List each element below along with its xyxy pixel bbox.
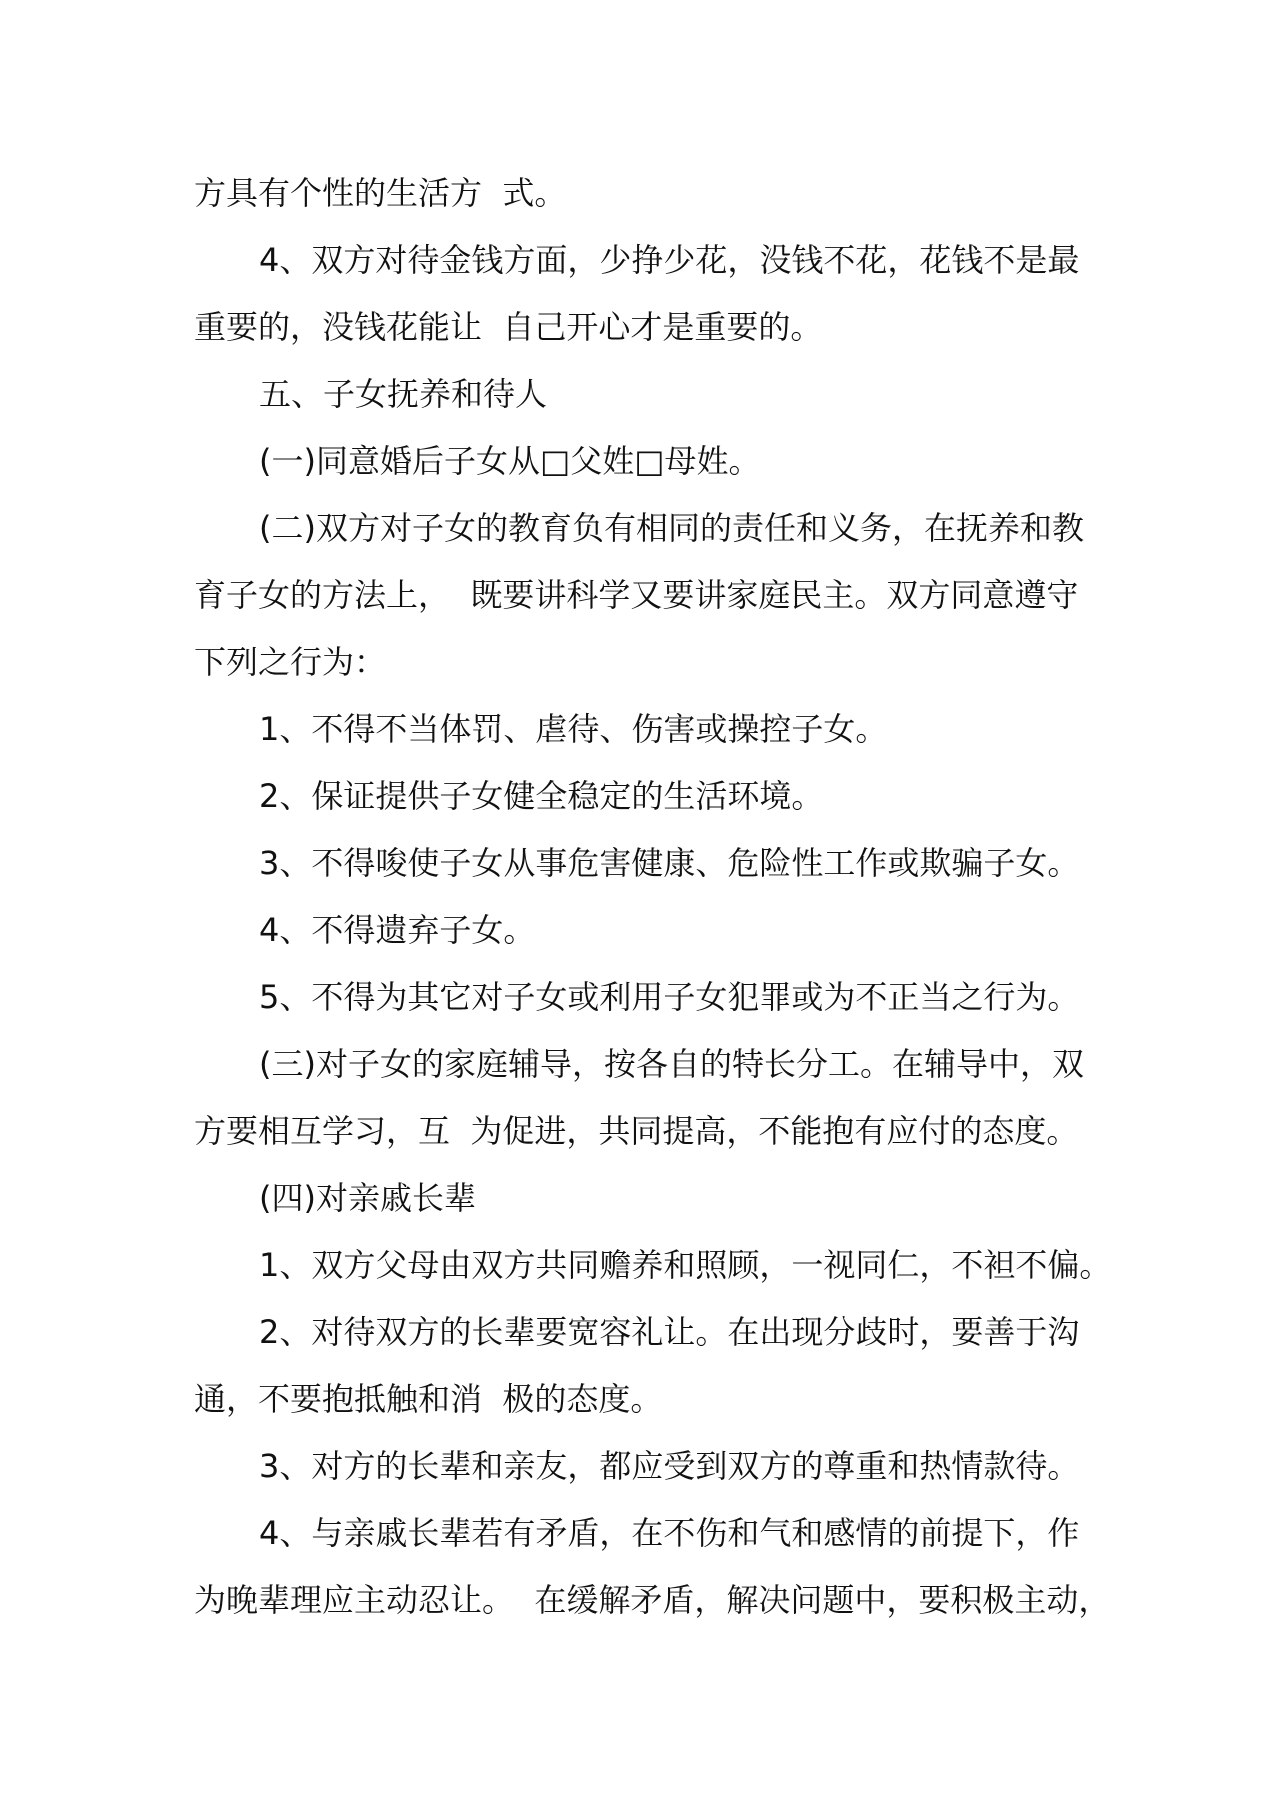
list-item: 3、对方的长辈和亲友，都应受到双方的尊重和热情款待。 [259, 1447, 1080, 1485]
text-line: 重要的，没钱花能让 自己开心才是重要的。 [194, 308, 823, 346]
text-line: 为晚辈理应主动忍让。 在缓解矛盾，解决问题中，要积极主动， [194, 1581, 1111, 1619]
list-item: 5、不得为其它对子女或利用子女犯罪或为不正当之行为。 [259, 978, 1080, 1016]
list-item: 1、双方父母由双方共同赡养和照顾，一视同仁，不袒不偏。 [259, 1246, 1112, 1284]
document-body [194, 160, 1112, 1634]
list-item: 2、对待双方的长辈要宽容礼让。在出现分歧时，要善于沟 [259, 1313, 1080, 1351]
list-item: 4、不得遗弃子女。 [259, 911, 536, 949]
text-line: 通，不要抱抵触和消 极的态度。 [194, 1380, 663, 1418]
text-line: 方具有个性的生活方 式。 [194, 174, 567, 212]
list-item: 3、不得唆使子女从事危害健康、危险性工作或欺骗子女。 [259, 844, 1080, 882]
list-item: 1、不得不当体罚、虐待、伤害或操控子女。 [259, 710, 888, 748]
text-line: 4、双方对待金钱方面，少挣少花，没钱不花，花钱不是最 [259, 241, 1080, 279]
text-line: 方要相互学习，互 为促进，共同提高，不能抱有应付的态度。 [194, 1112, 1079, 1150]
list-item: 4、与亲戚长辈若有矛盾，在不伤和气和感情的前提下，作 [259, 1514, 1080, 1552]
section-heading: 五、子女抚养和待人 [259, 375, 548, 413]
subsection-heading: (四)对亲戚长辈 [259, 1179, 476, 1217]
list-item: 2、保证提供子女健全稳定的生活环境。 [259, 777, 824, 815]
text-line: (二)双方对子女的教育负有相同的责任和义务，在抚养和教 [259, 509, 1084, 547]
text-line: 育子女的方法上， 既要讲科学又要讲家庭民主。双方同意遵守 [194, 576, 1079, 614]
text-line: 下列之行为： [194, 643, 387, 681]
text-line: (一)同意婚后子女从□父姓□母姓。 [259, 442, 761, 480]
text-line: (三)对子女的家庭辅导，按各自的特长分工。在辅导中，双 [259, 1045, 1084, 1083]
